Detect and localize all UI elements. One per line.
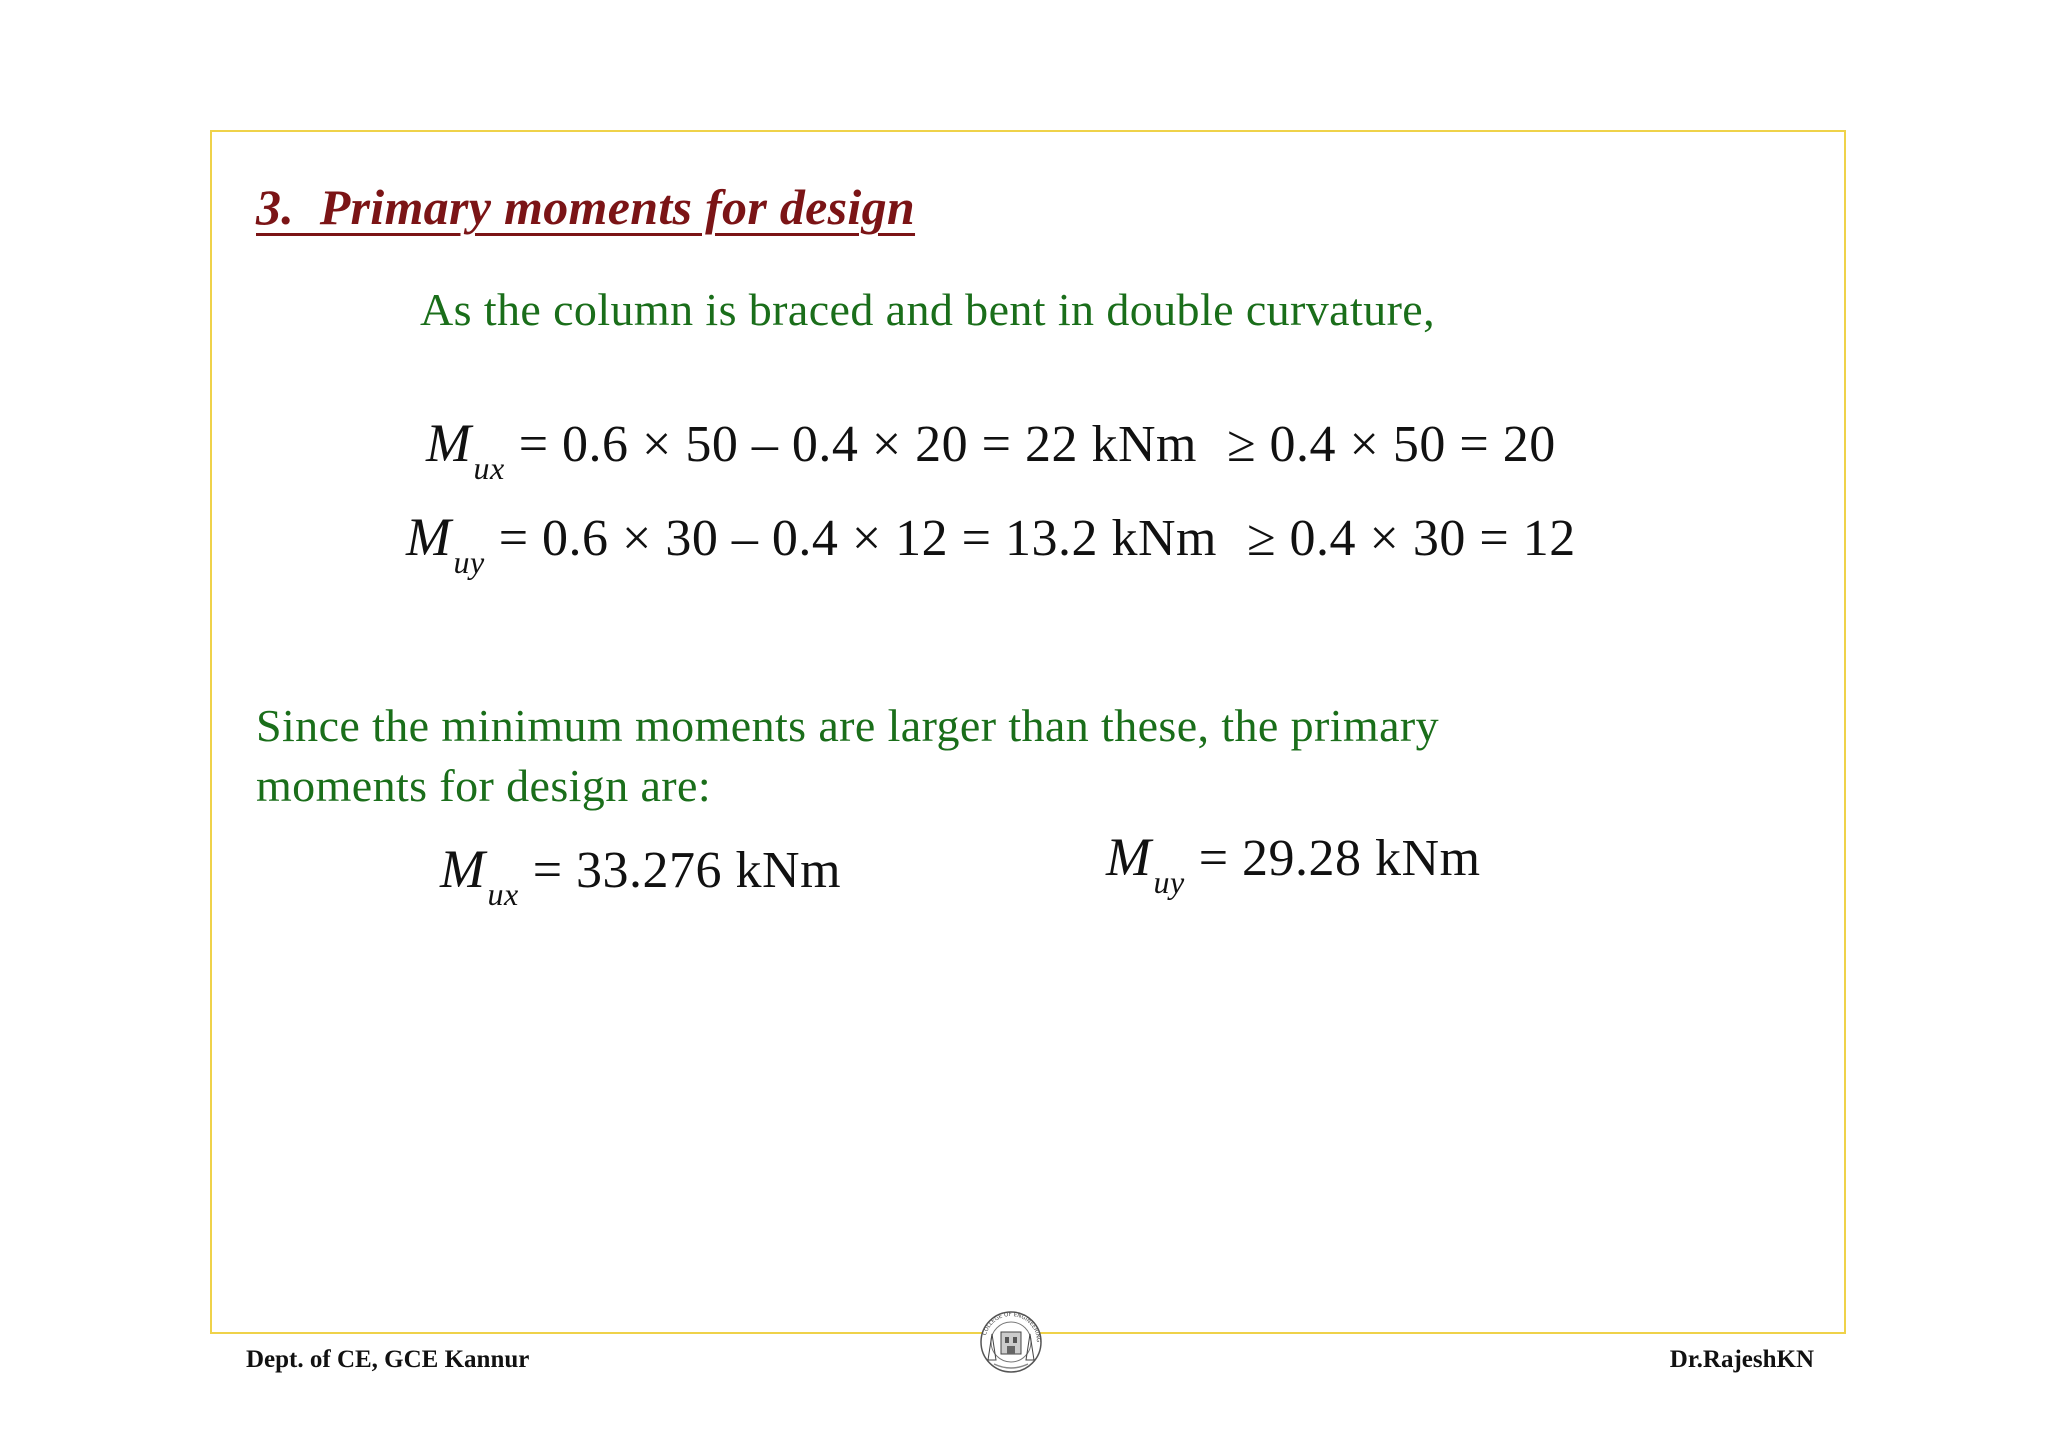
equation-mux: [426, 412, 1556, 487]
intro-text: As the column is braced and bent in double curvature,: [420, 284, 1436, 335]
equation-muy-condition: ≥ 0.4 × 30 = 12: [1247, 510, 1576, 567]
equation-muy-subscript: uy: [453, 543, 485, 580]
equation-muy: [406, 506, 1576, 581]
equation-mux-subscript: ux: [473, 449, 505, 486]
equation-muy-rhs: = 0.6 × 30 – 0.4 × 12 = 13.2 kNm: [498, 510, 1217, 567]
result-muy-rhs: = 29.28 kNm: [1198, 830, 1481, 887]
result-mux-symbol: M: [440, 839, 486, 899]
result-muy-symbol: M: [1106, 827, 1152, 887]
equation-mux-symbol: M: [426, 413, 472, 473]
equation-mux-rhs: = 0.6 × 50 – 0.4 × 20 = 22 kNm: [518, 416, 1197, 473]
result-mux-subscript: ux: [487, 875, 519, 912]
footer-department: Dept. of CE, GCE Kannur: [246, 1346, 530, 1373]
footer-author: Dr.RajeshKN: [1669, 1346, 1814, 1373]
equation-mux-condition: ≥ 0.4 × 50 = 20: [1227, 416, 1556, 473]
result-mux: [440, 838, 841, 913]
college-seal-icon: [976, 1304, 1046, 1384]
equation-muy-symbol: M: [406, 507, 452, 567]
result-muy-subscript: uy: [1153, 863, 1185, 900]
result-muy: [1106, 826, 1481, 901]
slide-heading: 3. Primary moments for design: [256, 179, 916, 235]
conclusion-line-2: moments for design are:: [256, 760, 712, 811]
conclusion-line-1: Since the minimum moments are larger than these, the primary: [256, 700, 1440, 751]
conclusion-text: [256, 696, 1696, 816]
result-mux-rhs: = 33.276 kNm: [532, 842, 842, 899]
seal-text: COLLEGE OF ENGINEERING: [981, 1311, 1042, 1343]
